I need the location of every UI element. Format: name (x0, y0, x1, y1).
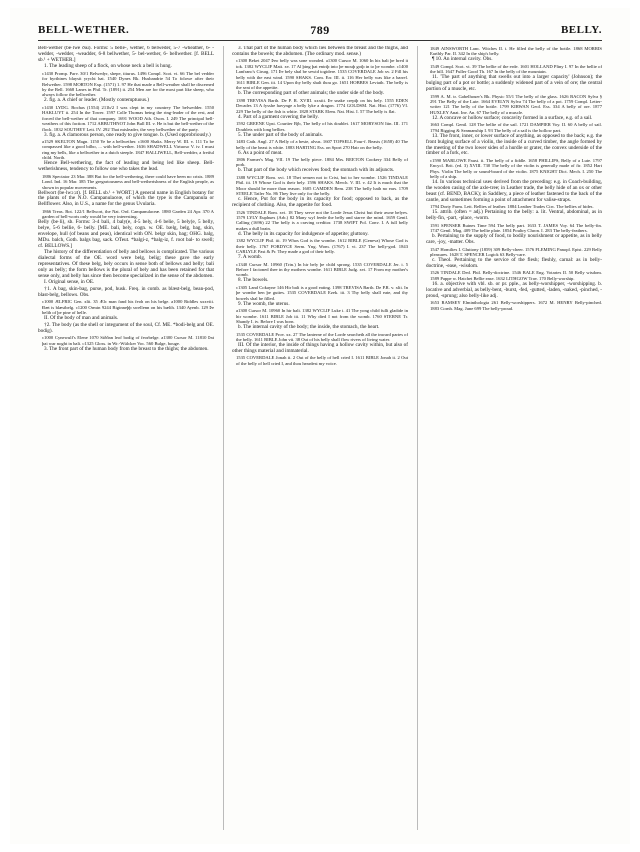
quotation-block: 1535 COVERDALE Jonah ii. 2 Out of the belly of hell cried I. 1611 BIBLE Jonah ii. 2 Out of the belly of hell cried I, and thou heardest my voice. (236, 355, 408, 366)
entry-headword-paragraph: Belly (be·li), sb. Forms: 3-4 bali, 4 baly(e, 4-5 bely, 4-6 belie, 5 bely(e, 5 belly, belye, 5-6 bellie, 6- belly. [ME. bali, bely, cogn. w. OE. bælg, belg, bag, skin, envelope, hull (of beans and peas), identical with ON. belgr skin, bag; OHG. balg, MDu. balch, Goth. balgs bag, sack. OTeut. *balgi-z, *balg-iz, f. root bal- to swell; cf. BELLOWS.] (38, 219, 214, 249)
sense-paragraph: ¶ 10. An internal cavity. Obs. (432, 56, 493, 63)
sense-paragraph: c. Hence, Put for the body in its capacity for food; opposed to back, as the recipient of clothing. Also, the appetite for food. (232, 196, 408, 209)
quotation-block: c1305 Land Cokayne 146 Hir bali is a good eating. 1398 TREVISA Barth. De P.R. v. xlii. In þe wombe ben þe guttes. 1535 COVERDALE Ezek. iii. 3 Thy belly shall eate, and thy bowels shal be filled. (236, 284, 408, 301)
sense-paragraph: I. Original sense, in OE. (44, 279, 95, 286)
quotation-block: 1547 Homilies I. Gluttony (1859) 309 Belly-cheer. 1576 FLEMING Panopl. Epist. 229 Belly pleasures. 1628 T. SPENCER Logick 63 Belly-care. (430, 246, 602, 258)
quotation-block: 1849 AINSWORTH Lanc. Witches II. i. He filled the belly of the bottle. 1868 MORRIS Earthly Par. II. 342 In the ship's belly. (430, 46, 602, 57)
quotation-block: 1886 Spectator 23 Mar. 388 But for the bell-wethering, there could have been no crisis. 1889 Lond. Ind. 16 Mar. 385 The gregariousness and bell-wetherishness of the English people, as shown in popular movements. (42, 173, 214, 190)
quotation-block: 1382 WYCLIF Phil. iii. 19 Whos God is the wombe. 1612 BIBLE (Geneva) Whose God is their belly. 1767 FORDYCE Serm. Yng. Wom. (1767) I. vi. 237 The belly-god. 1843 CARLYLE Past & Pr. They made a god of their belly. (236, 238, 408, 255)
sense-paragraph: 14. In various technical uses derived from the preceding: e.g. in Coach-building, the wooden casing of the axle-tree; in Leather trade, the belly hide of an ox or other beast (cf. BEND, BACK); in Saddlery, a piece of leather fastened to the back of the cantle, and sometimes forming a point of attachment for valise-straps. (426, 179, 602, 203)
sense-paragraph: 1. The leading sheep of a flock, on whose neck a bell is hung. (44, 63, 172, 70)
sense-paragraph: 12. A concave or hollow surface; concavity formed in a surface, e.g. of a sail. (432, 114, 593, 121)
sense-paragraph: 3. That part of the human body which lies between the breast and the thighs, and contains the bowels; the abdomen. (The ordinary mod. sense.) (232, 46, 408, 57)
sense-paragraph: 5. The under part of the body of animals. (238, 131, 323, 138)
quotation-block: c1300 Beket 2047 Þeo belly was sone wonded. a1300 Cursor M. 1060 In his bali þe bred it tok. 1382 WYCLIF Matt. xv. 17 Al þing þat entriþ into þe mouþ goiþ in to þe wombe. c1400 Lanfranc's Cirurg. 171 Þe bely shal be sewid togidere. 1535 COVERDALE Job xv. 2 Fill his belly with the east wind. 1590 SHAKS. Com. Err. III. ii. 116 Her belly was like a barrel. 1611 BIBLE Gen. iii. 14 Upon thy belly shalt thou go. 1651 HOBBES Leviath. The belly is the seat of the appetite. (236, 58, 408, 91)
quotation-block: 1866 Treas. Bot. 122/1 Bellwort, the Nat. Ord. Campanulaceæ. 1880 Garden 24 Apr. 370 A garden of bell-worts only would be very interesting. (42, 208, 214, 220)
entry-headword-paragraph: Bellwort (be·lwɔːɹt). [f. BELL sb.¹ + WORT.] A general name in English botany for the plants of the N.O. Campanulaceæ, of which the type is the Campanula or Bellflower. Also, in U.S., a name for the genus Uvularia. (38, 189, 214, 208)
sense-paragraph: 6. As a point of meat. (238, 149, 283, 156)
sense-paragraph: 2. fig. a. A chief or leader. (Mostly contemptuous.) (44, 97, 150, 104)
quotation-block: c1000 ÆLFRIC Gen. xlii. 35 Ælc man fand his feoh on his belge. a1000 Riddles xxxviii. Ðæt is blæstbelg. c1200 Ormin 9244 Biginneþþ swellenn on his bælih. 1340 Ayenb. 129 Þe belih of þe pine of helle. (42, 299, 214, 316)
quotation-block: c1000 Cynewulf's Elene 1070 Siððan leof bodig of feorbelge. a1300 Cursor M. 11810 Þat þai war noght in bali. c1325 Gloss. in Wr.-Wülcker Voc. 560 Bulge, bouge. (42, 335, 214, 346)
sense-paragraph: 15. attrib. (often = adj.) Pertaining to the belly: a. lit. Ventral, abdominal, as in belly-fin, -part, -place, -worm. (426, 209, 602, 222)
sense-paragraph: II. Of the body of man and animals. (44, 315, 119, 322)
column-divider (223, 46, 224, 830)
sense-paragraph: b. Pertaining to the supply of food, to bodily nourishment or appetite, as in belly care, -joy, -matter. Obs. (426, 233, 602, 246)
text-column-middle (232, 46, 408, 830)
quotation-block: a1529 SKELTON Magn. 1150 Ye be a bellwether. c1600 Shaks. Merry W. III. v. 111 To be compassed like a good bilbo, ... with bell-wether. 1636 SHADWELL Virtuoso V. iv. I must ring my bells, like a bellwether in a dutch steeple. 1847 HALLIWELL, Bell-wedder, a fretful child. North. (42, 139, 214, 161)
quotation-block: 1663 Compl. Gentl. 128 The bellie of the sail. 1721 DAMPIER Voy. II. 60 A belly of sail. 1794 Rigging & Seamanship I. 93 The belly of a sail is the hollow part. (430, 122, 602, 133)
sense-paragraph: 16. a. objective with vbl. sb. or pr. pple., as belly-worshipper, -worshipping. b. locative and adverbial, as belly-bent, -burst, -fed, -gutted, -laden, -naked, -pinched, -proud, -sprung; also belly-like adj. (426, 280, 602, 299)
quotation-block: 1388 WYCLIF Rom. xvi. 18 Thei seruen not to Crist, but to her wombe. 1526 TINDALE Phil. iii. 19 Whose God is their bely. 1596 SHAKS. Merch. V. III. v. 42 It is much that the Moor should be more than reason. 1605 CAMDEN Rem. 238 The belly hath no ears. 1709 STEELE Tatler No. 86 They live only for the belly. (236, 174, 408, 197)
sense-paragraph: b. That part of the body which receives food; the stomach with its adjuncts. (238, 167, 395, 174)
quotation-block: c1430 LYDG. Bochas (1554) 211b/2 I was clept in my countrey The belwedder. 1550 HAKLUYT ii. 254 In the Tower. 1597 Colle Thomas being the ring-leader of the rest, and forced the bell-wether of that company. 1691 WOOD Ath. Oxon. I. 249 The principal bell-weathers of this faction. 1712 ARBUTHNOT John Bull III. v. He is but the bell-wether of the flock. 1832 SOUTHEY Lett. IV. 292 That misleader, the very bellwether of the party. (42, 104, 214, 132)
sense-paragraph: b. The internal cavity of the body; the inside, the stomach, the heart. (238, 324, 380, 331)
sense-paragraph: III. Of the interior, the inside of things having a hollow cavity within, but also of other things material and immaterial. (232, 341, 408, 354)
header-left-headword: BELL-WETHER. (38, 24, 130, 36)
quotation-block: 1398 TREVISA Barth. De P. R. XVIII. xxxiii. Þe snake crepiþ on his bely. 1555 EDEN Decades 13 A fysshe havynge a belly lyke a dragon. 1774 GOLDSM. Nat. Hist. (1776) VI. 229 The belly of the fish is white. 1828 STARK Elem. Nat. Hist. I. 57 The belly is flat. (236, 97, 408, 114)
page-number: 789 (310, 23, 330, 37)
quotation-block: c1590 MARLOWE Faust. ii. The belly of a fiddle. 1658 PHILLIPS, Belly of a Lute. 1797 Encycl. Brit. (ed. 3) XVIII. 730 The belly of the violin is generally made of fir. 1852 Hart Phys. Violin The belly or sound-board of the violin. 1875 KNIGHT Dict. Mech. I. 250 The belly of a ship. (430, 157, 602, 180)
sense-paragraph: †2. The body (as the shell or integument of the soul, Cf. ME. *bodi-belg and OE. bodig). (38, 321, 214, 334)
quotation-block: 1591 SPENSER Ruines Time 594 The belly part. 1633 T. JAMES Voy. 64 The belly-fin. 1747 Gentl. Mag. 409 The bellie plate. 1854 Poultry Chron. I. 283 The belly-feathers. (430, 222, 602, 234)
text-column-right (426, 46, 602, 830)
sense-paragraph: Hence Bell-wethering, the fact of leading and being led like sheep. Bell-wetherishness, tendency to follow one who takes the lead. (38, 160, 214, 173)
running-header (38, 24, 602, 40)
quotation-block: 1526 TINDALE Rom. xvi. 18 They serve not the Lorde Jesus Christ but their awne belyes. 1579 LYLY Euphues (Arb.) 82 Many wyl feede the belly and starve the mind. 1659 Gentl. Calling (1696) 22 The belly is a craving creditor. 1738 SWIFT Pol. Conv. I. A full belly makes a dull brain. (236, 209, 408, 231)
entry-headword-paragraph: Bell-wether (be·lwe ðəɹ). Forms: 5 belle-, wether, 6 belweder, 5-7 -wheather, 6- -wedder, -wedder, -weadder, 6-8 bellwether, 5- bel-wether, 6- bellwether. [f. BELL sb.¹ + WETHER.] (38, 46, 214, 63)
quotation-block: 1535 COVERDALE Prov. xx. 27 The lanterne of the Lorde searcheth all the inward partes of the belly. 1611 BIBLE John vii. 38 Out of his belly shall flow rivers of living water. (236, 331, 408, 342)
sense-paragraph: b. The corresponding part of other animals; the under side of the body. (238, 90, 385, 97)
quotation-block: a1300 Cursor M. 10960 In hir bali. 1382 WYCLIF Luke i. 41 The yong child fulli gladide in hir wombe. 1611 BIBLE Job iii. 11 Why died I not from the womb. 1760 STERNE Tr. Shandy I. iv. Before I was born. (236, 308, 408, 325)
column-divider (417, 46, 418, 830)
text-column-left (38, 46, 214, 830)
quotation-block: c1430 Promp. Parv. 30/1 Belwedyr, shepe, titurus. 1496 Compl. Scot. vi. 66 The bel vedder for byrthtnes blaysit yrycht hat. 1540 Dynes Bk. Husbandrie 54 To folowe after their Belwether. 1598 MORTON Exp. (1571) 1. 97 He that made a Bell-weather shall be discerned by the Bell. 1668 Lanes in Phil. Tr. (1891) ii. 254 Men are for the most part like sheep, who always follow the bellwether. (42, 70, 214, 98)
quotation-block: c1340 Cursor M. 10960 (Trin.) In hir bely þe child sprong. 1535 COVERDALE Jer. i. 5 Before I facioned thee in thy mothers wombe. 1611 BIBLE Judg. xvi. 17 From my mother's womb. (236, 261, 408, 278)
sense-paragraph: The history of the differentiation of belly and bellows is complicated. The various dialectal forms of the OE. word were belg, belig; these gave the early representatives. Of these belg, bely occurs in sense both of bellows and belly; bali only as belly; the form bellows is the plural of bely and has been retained for that sense only, and belly has since then become specialized in the sense of the abdomen. (38, 249, 214, 279)
header-right-headword: BELLY. (560, 24, 602, 36)
quotation-block: 1653 RAMSEY Elminthologia 261 Belly-worshippers. 1672 M. HENRY Belly-pinched. 1883 Cornh. Mag. June 699 The belly-proud. (430, 300, 602, 311)
sense-paragraph: 8. The bowels. (238, 277, 269, 284)
sense-paragraph: 7. A womb. (238, 254, 262, 261)
header-rule (38, 40, 602, 41)
quotation-block: 1592 GREENE Upst. Courtier Bjb, The belly of his doublet. 1617 MORYSON Itin. III. 171 Doublets with long bellies. (236, 121, 408, 132)
sense-paragraph: 4. Part of a garment covering the belly. (238, 113, 319, 120)
sense-paragraph: 3. fig. a. A clamorous person, one ready to give tongue. b. (Used opprobriously.) (44, 131, 211, 138)
sense-paragraph: †1. A bag, skin-bag, purse, pod, husk. Freq. in comb. as blæst-belg, bean-pod, blast-belg, bellows. Obs. (38, 285, 214, 298)
sense-paragraph: 13. The front, inner, or lower surface of anything, as opposed to the back; e.g. the front bulging surface of a violin, the inside of a curved timber, the angle formed by the meeting of the two lower sides of a hurdle or grater, the convex underside of the timber of a fork, etc. (426, 132, 602, 157)
quotation-block: 1549 Compl. Scot. vi. 39 The bellie of the erde. 1601 HOLLAND Pliny I. 97 In the bellie of the hill. 1647 Fuller Good Th. 167 In the belly of the mountain. (430, 63, 602, 75)
dictionary-page (10, 8, 630, 844)
quotation-block: 1794 Dorty Farm. Lett. Bellies of leather. 1884 Leather Trades Circ. The bellies of hides. (430, 204, 594, 210)
quotation-block: 1483 Cath. Angl. 27 A Belly of a beste, alvus. 1607 TOPSELL Four-f. Beasts (1658) 40 The belly of the beast is white. 1883 HARTING Ess. on Sport 270 Hair on the belly. (236, 139, 408, 150)
quotation-block: 1599 A. M. tr. Gabelhouer's Bk. Physic 55/1 The belly of the glass. 1626 BACON Sylva § 291 The Belly of the Lute. 1664 EVELYN Sylva 74 The belly of a pot. 1759 Compl. Letter-writer 121 The belly of the bottle. 1799 KIRWAN Geol. Ess. 334 A belly of ore. 1877 HUXLEY Anat. Inv. An. 67 The belly of a muscle. (430, 93, 602, 115)
quotation-block: 1806 Farmer's Mag. VII. 19 The belly piece. 1884 Mrs. BEETON Cookery 334 Belly of pork. (236, 157, 408, 168)
sense-paragraph: 9. The womb, the uterus. (238, 300, 290, 307)
quotation-block: 1526 TINDALE Ded. Phil. Belly-doctrine. 1546 BALE Eng. Votaries II. 50 Belly wisdom. 1589 Pappe w. Hatchet Bellie ease. 1632 LITHGOW Trav. 170 Belly-worship. (430, 270, 602, 281)
sense-paragraph: 11. 'The part of anything that swells out into a larger capacity' (Johnson); the bulging part of a pot or bottle; a suddenly widened part of a vein of ore; the central portion of a muscle, etc. (426, 74, 602, 93)
sense-paragraph: d. The belly in its capacity for indulgence of appetite; gluttony. (238, 230, 369, 237)
sense-paragraph: 3. The front part of the human body from the breast to the thighs; the abdomen. (44, 345, 209, 352)
sense-paragraph: c. Theol. Pertaining to the service of the flesh; fleshly, carnal: as in belly-doctrine, -ease, -wisdom. (426, 257, 602, 269)
